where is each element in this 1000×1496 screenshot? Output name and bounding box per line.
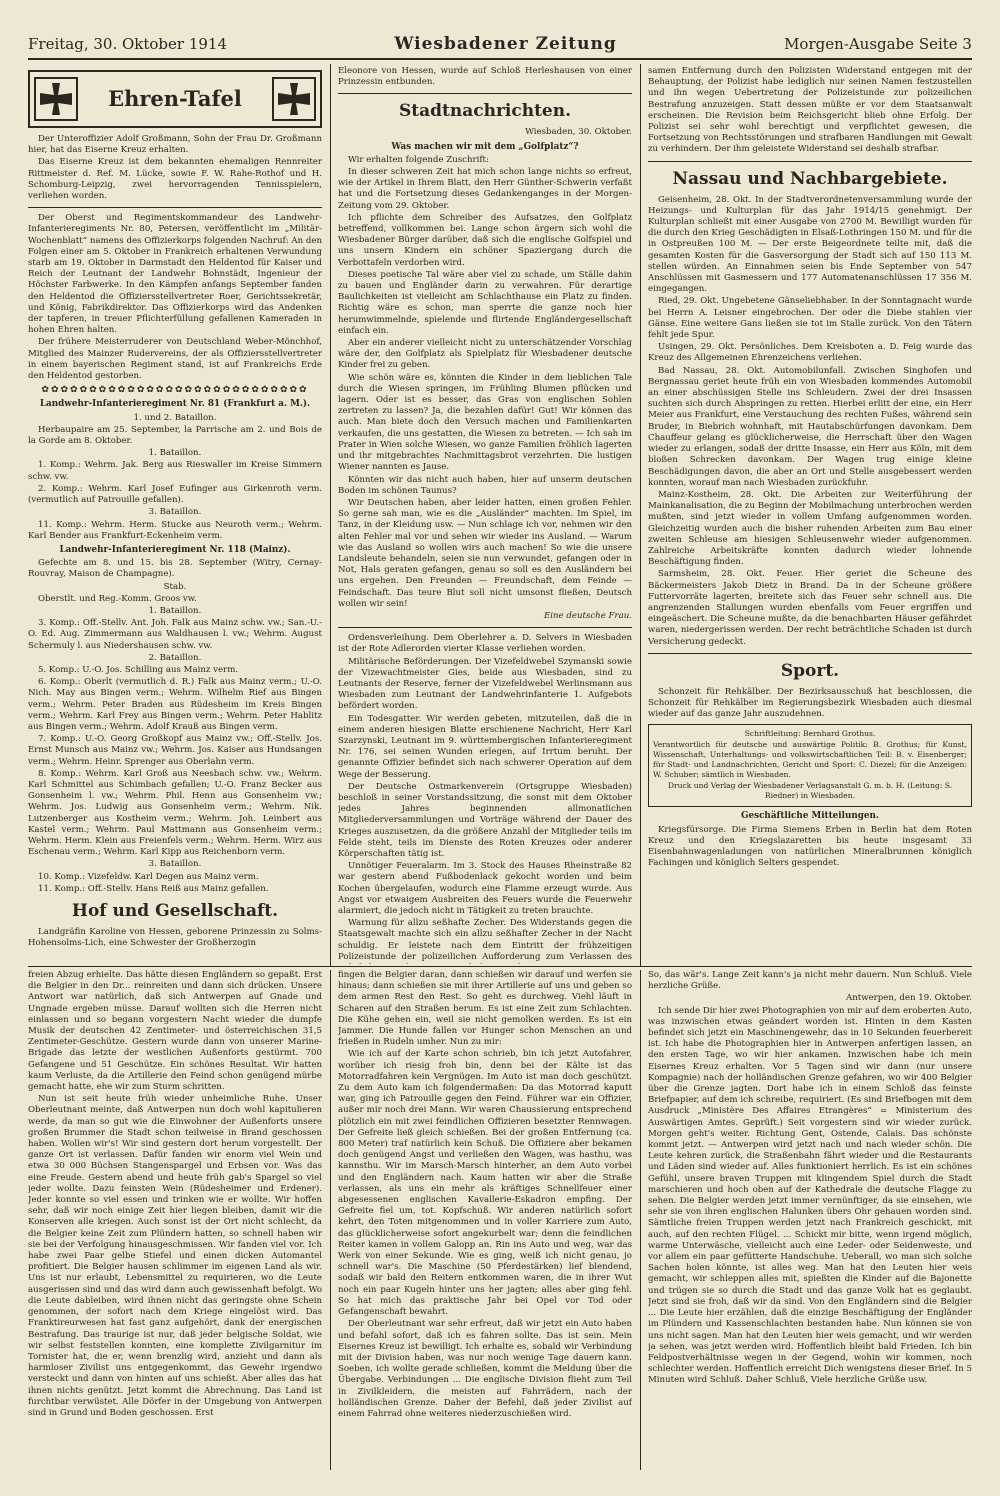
signature: Eine deutsche Frau.: [544, 610, 632, 621]
battalion-heading: 1. und 2. Bataillon.: [133, 412, 217, 423]
battalion-heading: 3. Bataillon.: [148, 859, 202, 870]
news-item: Bad Nassau, 28. Okt. Automobilunfall. Zwischen Singhofen und Bergnassau geriet heute früh ein von Wiesbaden kommendes Automobil an einer abschüssigen Stelle ins Schleudern. Zwei der drei Insassen suchten sich durch Abspringen zu retten. Hierbei erlitt der eine, ein Herr Meier aus Frankfurt, eine Verstauchung des rechten Fußes, während sein Bruder, in Biebrich wohnhaft, mit Hautabschürfungen davonkam. Dem Chauffeur gelang es glücklicherweise, die Herrschaft über den Wagen wieder zu erlangen, sodaß der dritte Insasse, ein Herr aus Köln, mit dem bloßen Schrecken davonkam. Der Wagen trug einige kleine Beschädigungen davon, die aber an Ort und Stelle ausgebessert werden konnten, worauf man nach Wiesbaden zurückfuhr.: [648, 365, 972, 488]
section-heading-mitteilungen: Geschäftliche Mitteilungen.: [741, 811, 879, 822]
ornament-divider: ✿✿✿✿✿✿✿✿✿✿✿✿✿✿✿✿✿✿✿✿✿✿✿✿✿✿✿✿: [41, 385, 309, 396]
rule: [28, 207, 322, 208]
article-paragraph: Landgräfin Karoline von Hessen, geborene Prinzessin zu Solms-Hohensolms-Lich, eine Schwester der Großherzogin: [28, 927, 322, 949]
news-item: Ordensverleihung. Dem Oberlehrer a. D. Selvers in Wiesbaden ist der Rote Adlerorden vierter Klasse verliehen worden.: [338, 633, 632, 655]
masthead-date: Freitag, 30. Oktober 1914: [28, 35, 228, 53]
section-heading-stadtnachrichten: Stadtnachrichten.: [398, 101, 572, 122]
imprint-publisher: Druck und Verlag der Wiesbadener Verlagsanstalt G. m. b. H. (Leitung: S. Riedner) in Wiesbaden.: [667, 781, 953, 801]
news-item: Usingen, 29. Okt. Persönliches. Dem Kreisboten a. D. Feig wurde das Kreuz des Allgemeinen Ehrenzeichens verliehen.: [648, 342, 972, 364]
article-heading: Was machen wir mit dem „Golfplatz“?: [391, 141, 579, 152]
rule: [338, 627, 632, 628]
section-heading-hof: Hof und Gesellschaft.: [71, 901, 279, 921]
masthead: [28, 30, 972, 60]
masthead-paper-name: Wiesbadener Zeitung: [394, 34, 617, 54]
letter-dateline: Antwerpen, den 19. Oktober.: [846, 993, 972, 1004]
letter-paragraph: Nun ist seit heute früh wieder unheimliche Ruhe. Unser Oberleutnant meinte, daß Antwerpen nun doch wohl kapitulieren werde, da man so gut wie die Einwohner der Außenforts unsere großen Brummer die Stadt schon teilweise in Brand geschossen haben. Wollen wir's! Wir sind gestern dort herum vorgestellt. Der ganze Ort ist verlassen. Dafür fanden wir enorm viel Wein und etwa 30 000 Büchsen Stangenspargel und Erbsen vor. Was das eine Freude. Gestern abend und heute früh gab's Spargel so viel jeder wollte. Dazu feinsten Wein (Rüdesheimer und Erdener). Jeder konnte so viel essen und trinken wie er wollte. Wir hoffen sehr, daß wir noch einige Zeit hier liegen bleiben, damit wir die Konserven alle kriegen. Auch sonst ist der Ort nicht schlecht, da die Belgier keine Zeit zum Plündern hatten, so schnell haben wir sie bei der Verfolgung hinausgeschmissen. Wir fanden viel vor. Ich habe zwei Paar gelbe Stiefel und einen dicken Automantel profitiert. Die Belgier hausen schlimmer im eigenen Land als wir. Uns ist nur erlaubt, Lebensmittel zu requirieren, wo die Leute ausgerissen sind und das wird dann auch gewissenhaft befolgt. Wo die Leute dableiben, wird ihnen nicht das geringste ohne Schein genommen, der sofort nach dem Kriege eingelöst wird. Das Franktireurwesen hat fast ganz aufgehört, dank der energischen Bestrafung. Das traurige ist nur, daß jeder belgische Soldat, wie wir selbst feststellen konnten, eine komplette Zivilgarnitur im Tornister hat, die er, wenn brenzlig wird, anzieht und dann als harmloser Zivilist uns entgegenkommt, das Gewehr irgendwo versteckt und dann von hinten auf uns schießt. Aber alles das hat ihnen nichts genützt. Jetzt kommt die Abrechnung. Das Land ist furchtbar verwüstet. Alle Dörfer in der Umgebung von Antwerpen sind in Grund und Boden geschossen. Erst: [28, 1094, 322, 1418]
article-paragraph: Eleonore von Hessen, wurde auf Schloß Herleshausen von einer Prinzessin entbunden.: [338, 66, 632, 88]
letter-paragraph: Der Oberleutnant war sehr erfreut, daß wir jetzt ein Auto haben und befahl sofort, daß ich es fahren sollte. Das ist sein. Mein Eisernes Kreuz ist bewilligt. Ich erhalte es, sobald wir Verbindung mit der Division haben, was nur noch wenige Tage dauern kann. Soeben, ich wollte gerade schließen, kommt die Meldung über die Übergabe. Verbindungen ... Die englische Division flieht zum Teil in Zivilkleidern, die meisten auf Fahrrädern, nach der holländischen Grenze. Daher der Befehl, daß jeder Zivilist auf einem Fahrrad ohne weiteres niederzuschießen wird.: [338, 1319, 632, 1419]
column-divider: [640, 970, 641, 1470]
article-paragraph: Wir Deutschen haben, aber leider hatten, einen großen Fehler. So gerne sah man, wie es die „Ausländer“ machten. Im Spiel, im Tanz, in der Kleidung usw. — Nun schlage ich vor, nehmen wir den alten Fehler mal vor und sehen wir wieder ins Ausland. — Warum wie das Ausland so wollen wirs auch machen! So wie die unsere Landsleute behandeln, seien sie nun verwundet, gefangen oder in Not, Hals geraten gefangen, genau so soll es den Ausländern bei uns ergehen. Den Freunden — Freundschaft, dem Feinde — Feindschaft. Das teure Blut soll nicht umsonst fließen, Deutsch wollen wir sein!: [338, 497, 632, 609]
article-paragraph: Der frühere Meisterruderer von Deutschland Weber-Mönchhof, Mitglied des Mainzer Rudervereins, der als Offiziersstellvertreter in einem bayerischen Regiment stand, ist auf Frankreichs Erde den Heldentod gestorben.: [28, 337, 322, 382]
news-item: Ein Todesgatter. Wir werden gebeten, mitzuteilen, daß die in einem anderen hiesigen Blatte erschienene Nachricht, Herr Karl Szarzynski, Leutnant im 9. württembergischen Infanterieregiment Nr. 176, sei seinen Wunden erlegen, auf Irrtum beruht. Der genannte Offizier befindet sich nach schwerer Operation auf dem Wege der Besserung.: [338, 713, 632, 780]
article-paragraph: Herbaupaire am 25. September, la Parrische am 2. und Bois de la Gorde am 8. Oktober.: [28, 424, 322, 447]
ehren-tafel-box: [28, 70, 322, 128]
rule: [648, 161, 972, 162]
battalion-heading: 1. Bataillon.: [148, 448, 202, 459]
letter-paragraph: So, das wär's. Lange Zeit kann's ja nicht mehr dauern. Nun Schluß. Viele herzliche Grüße.: [648, 970, 972, 992]
article-paragraph: Der Oberst und Regimentskommandeur des Landwehr-Infanterieregiments Nr. 80, Petersen, veröffentlicht im „Militär-Wochenblatt“ namens des Offizierkorps folgenden Nachruf: An den Folgen einer am 5. Oktober in Frankreich erhaltenen Verwundung starb am 19. Oktober in Darmstadt den Heldentod für Kaiser und Reich der Leutnant der Landwehr Bohnstädt, Ingenieur der Höchster Farbwerke. In den Kämpfen anfangs September fanden den Heldentod die Offiziersstellvertreter Roer, Gerichtssekretär, und König, Fabrikdirektor. Das Offizierkorps wird das Andenken der tapferen, in treuer Pflichterfüllung gefallenen Kameraden in hohen Ehren halten.: [28, 213, 322, 336]
letter-paragraph: freien Abzug erhielte. Das hätte diesen Engländern so gepaßt. Erst die Belgier in den Dr... reinreiten und dann sich drücken. Unsere Antwort war natürlich, daß sich Antwerpen auf Gnade und Ungnade ergeben müsse. Darauf wollten sich die Herren nicht einlassen und so begann vorgestern Nacht wieder die dumpfe Musik der deutschen 42 Zentimeter- und österreichischen 31,5 Zentimeter-Geschütze. Gestern wurde dann von unserer Marine-Brigade das letzte der westlichen Außenforts gestürmt. 700 Gefangene und 51 Geschütze. Ein schönes Resultat. Wir hatten kaum Verluste, da die Artillerie den Feind schon genügend mürbe gemacht hatte, ehe wir zum Sturm schritten.: [28, 970, 322, 1093]
casualty-entry: 11. Komp.: Wehrm. Herm. Stucke aus Neuroth verm.; Wehrm. Karl Bender aus Frankfurt-Eckenheim verm.: [28, 519, 322, 541]
column-1: [28, 66, 322, 964]
article-paragraph: Der Unteroffizier Adolf Großmann, Sohn der Frau Dr. Großmann hier, hat das Eiserne Kreuz erhalten.: [28, 134, 322, 156]
column-3: [648, 66, 972, 964]
casualty-entry: 3. Komp.: Off.-Stellv. Ant. Joh. Falk aus Mainz schw. vw.; San.-U.-O. Ed. Aug. Zimmermann aus Waldhausen l. vw.; Wehrm. August Schermuly l. aus Niedershausen schw. vw.: [28, 618, 322, 651]
ehren-tafel-title: Ehren-Tafel: [108, 86, 242, 112]
masthead-edition: Morgen-Ausgabe Seite 3: [784, 35, 972, 53]
bottom-column-3: [648, 970, 972, 1470]
iron-cross-icon: [272, 77, 316, 121]
casualty-entry: 2. Komp.: Wehrm. Karl Josef Eufinger aus Girkenroth verm. (vermutlich auf Patrouille gefallen).: [28, 483, 322, 506]
news-item: Sarmsheim, 28. Okt. Feuer. Hier geriet die Scheune des Bäckermeisters Jakob Dietz in Brand. Da in der Scheune größere Futtervorräte lagerten, breitete sich das Feuer sehr schnell aus. Die angrenzenden Stallungen wurden ebenfalls vom Feuer ergriffen und eingeäschert. Die Scheune mußte, da die benachbarten Häuser gefährdet waren, niedergerissen werden. Der recht beträchtliche Schaden ist durch Versicherung gedeckt.: [648, 569, 972, 647]
news-item: Ried, 29. Okt. Ungebetene Gänseliebhaber. In der Sonntagnacht wurde bei Herrn A. Leisner eingebrochen. Der oder die Diebe stahlen vier Gänse. Eine weitere Gans ließen sie tot im Stalle zurück. Von den Tätern fehlt jede Spur.: [648, 296, 972, 341]
article-paragraph: samen Entfernung durch den Polizisten Widerstand entgegen mit der Behauptung, der Polizist habe lediglich nur seinen Namen festzustellen und ihn wegen Uebertretung der Polizeistunde zur polizeilichen Bestrafung anzuzeigen. Statt dessen müßte er vor dem Staatsanwalt erscheinen. Die Revision beim Reichsgericht blieb ohne Erfolg. Der Polizist sei sehr wohl berechtigt und verpflichtet gewesen, die Fortsetzung von Rechtsstörungen und strafbaren Handlungen mit Gewalt zu verhindern. Der ihm geleistete Widerstand sei deshalb strafbar.: [648, 66, 972, 155]
battalion-heading: Stab.: [163, 581, 187, 592]
news-item: Kriegsfürsorge. Die Firma Siemens Erben in Berlin hat dem Roten Kreuz und den Kriegslazaretten bis heute insgesamt 33 Eisenbahnwagenladungen von natürlichen Mineralbrunnen königlich Fachingen und königlich Selters gespendet.: [648, 824, 972, 869]
dateline: Wiesbaden, 30. Oktober.: [525, 127, 632, 138]
iron-cross-icon: [34, 77, 78, 121]
column-divider: [330, 64, 331, 966]
news-item: Der Deutsche Ostmarkenverein (Ortsgruppe Wiesbaden) beschloß in seiner Vorstandssitzung, die sonst mit dem Oktober jedes Jahres beginnenden allmonatlichen Mitgliederversammlungen und Vorträge während der Dauer des Krieges auszusetzen, da die größere Anzahl der Mitglieder teils im Felde steht, teils im Dienste des Roten Kreuzes oder anderer Körperschaften tätig ist.: [338, 781, 632, 859]
regiment-heading: Landwehr-Infanterieregiment Nr. 118 (Mainz).: [59, 544, 291, 555]
letter-paragraph: fingen die Belgier daran, dann schießen wir darauf und werfen sie hinaus; dann schießen sie mit ihrer Artillerie auf uns und geben so dem armen Rest den Rest. So geht es durchweg. Viehl läuft in Scharen auf den Straßen herum. Es ist eine Zeit zum Schlachten. Die Kühe gehen ein, weil sie nicht gemolken werden. Es ist ein Jammer. Die Hunde fallen vor Hunger schon Menschen an und frießen in Rudeln umher. Nun zu mir:: [338, 970, 632, 1048]
section-heading-sport: Sport.: [780, 660, 840, 681]
casualty-entry: 1. Komp.: Wehrm. Jak. Berg aus Rieswaller im Kreise Simmern schw. vw.: [28, 460, 322, 482]
battalion-heading: 2. Bataillon.: [148, 652, 202, 663]
news-item: Militärische Beförderungen. Der Vizefeldwebel Szymanski sowie der Vizewachtmeister Gies, beide aus Wiesbaden, sind zu Leutnants der Reserve, ferner der Vizefeldwebel Werlinsmann aus Wiesbaden zum Leutnant der Landwehrinfanterie 1. Aufgebots befördert worden.: [338, 656, 632, 712]
article-paragraph: Gefechte am 8. und 15. bis 28. September (Witry, Cernay-Rouvray, Maison de Champagne).: [28, 558, 322, 580]
casualty-entry: 10. Komp.: Vizefeldw. Karl Degen aus Mainz verm.: [38, 871, 259, 882]
article-paragraph: Könnten wir das nicht auch haben, hier auf unserm deutschen Boden im schönen Taunus?: [338, 474, 632, 496]
article-paragraph: Wie schön wäre es, könnten die Kinder in dem lieblichen Tale durch die Wiesen springen, im Frühling Blumen pflücken und lagern. Oder ist es besser, das Gras von englischen Sohlen zertreten zu lassen? Ja, die bezahlen dafür! Gut! Wir können das auch. Man biete doch den Versuch machen und Familienkarten verkaufen, die uns gestatten, die Wiesen zu betreten. — Ich sah im Prater in Wien solche Wiesen, wo ganze Familien fröhlich lagerten und ihr mitgebrachtes Nachmittagsbrot verzehrten. Die lustigen Wiener nannten es Jause.: [338, 372, 632, 473]
casualty-entry: 11. Komp.: Off.-Stellv. Hans Reiß aus Mainz gefallen.: [38, 883, 269, 894]
letter-paragraph: Wie ich auf der Karte schon schrieb, bin ich jetzt Autofahrer, worüber ich riesig froh bin, denn bei der Kälte ist das Motorradfahren kein Vergnügen. Im Auto ist man doch geschützt. Zu dem Auto kam ich folgendermaßen: Da das Motorrad kaputt war, ging ich Patrouille gegen den Feind. Führer war ein Offizier, außer mir noch drei Mann. Wir waren Chaussierung entsprechend plötzlich ein mit zwei feindlichen Offizieren besetzter Rennwagen. Der Gefreite ließ gleich schießen. Bei der großen Entfernung (ca. 800 Meter) traf natürlich kein Schuß. Die Offiziere aber bekamen doch genügend Angst und verließen den Wagen, was hasthu, was kannsthu. Wir im Marsch-Marsch hinterher, an dem Auto vorbei und den Engländern nach. Kaum hatten wir aber die Straße verlassen, als uns ein mehr als kräftiges Schnellfeuer einer abgesessenen englischen Kavallerie-Eskadron empfing. Der Gefreite fiel um, tot. Kopfschuß. Wir anderen natürlich sofort kehrt, den Toten mitgenommen und in voller Karriere zum Auto, das glücklicherweise sofort angekurbelt war; denn die feindlichen Reiter kamen in vollem Galopp an. Rin ins Auto und weg, war das Werk von einer Sekunde. Wie es ging, weiß ich nicht genau, jo schnell war's. Die Maschine (50 Pferdestärken) lief blendend, sodaß wir bald den Reitern entkommen waren, die in ihrer Wut noch ein paar Kugeln hinter uns her jagten; alles aber ging fehl. So hat mich das praktische Jahr bei Opel vor Tod oder Gefangenschaft bewahrt.: [338, 1049, 632, 1318]
column-divider: [330, 970, 331, 1470]
casualty-entry: 7. Komp.: U.-O. Georg Großkopf aus Mainz vw.; Off.-Stellv. Jos. Ernst Munsch aus Mainz vw.; Wehrm. Jos. Kaiser aus Hundsangen verm.; Wehrm. Heinr. Sprenger aus Oberlahn verm.: [28, 734, 322, 767]
casualty-entry: 6. Komp.: Oberlt (vermutlich d. R.) Falk aus Mainz verm.; U.-O. Nich. May aus Bingen verm.; Wehrm. Wilhelm Rief aus Bingen verm.; Wehrm. Peter Braden aus Rüdesheim im Kreis Bingen verm.; Wehrm. Karl Frey aus Bingen verm.; Wehrm. Peter Hablitz aus Bingen verm.; Wehrm. Adolf Krauß aus Bingen verm.: [28, 677, 322, 732]
bottom-column-1: [28, 970, 322, 1470]
news-item: Mainz-Kostheim, 28. Okt. Die Arbeiten zur Weiterführung der Mainkanalisation, die zu Beginn der Mobilmachung unterbrochen werden mußten, sind jetzt wieder in vollem Umfang aufgenommen worden. Gleichzeitig wurden auch die bisher ruhenden Arbeiten zum Bau einer zweiten Schleuse am hiesigen Schleusenwehr wieder aufgenommen. Zahlreiche Arbeitskräfte konnten dadurch wieder lohnende Beschäftigung finden.: [648, 489, 972, 568]
article-paragraph: Dieses poetische Tal wäre aber viel zu schade, um Ställe dahin zu bauen und Engländer darin zu verwahren. Für derartige Baulichkeiten ist vielleicht am Schlachthause ein Platz zu finden. Richtig wäre es schon, man sperrte die ganze noch hier herumwimmelnde, spielende und flirtende Engländergesellschaft einfach ein.: [338, 269, 632, 336]
imprint-box: [648, 724, 972, 807]
article-paragraph: Wir erhalten folgende Zuschrift:: [348, 154, 489, 165]
rule: [338, 93, 632, 94]
news-item: Geisenheim, 28. Okt. In der Stadtverordnetenversammlung wurde der Heizungs- und Kulturplan für das Jahr 1914/15 genehmigt. Der Kulturplan schließt mit einer Ausgabe von 2700 M. Bewilligt wurden für die durch den Krieg Geschädigten in Elsaß-Lothringen 150 M. und für die in Ostpreußen 100 M. — Der erste Beigeordnete teilte mit, daß die gesamten Kosten für die Gasversorgung der Stadt sich auf 150 113 M. stellen würden. An Einnahmen seien bis Ende September von 547 Anschlüssen mit Gasmessern und 177 Automatenanschlüssen 17 356 M. eingegangen.: [648, 194, 972, 295]
rule: [648, 653, 972, 654]
article-paragraph: In dieser schweren Zeit hat mich schon lange nichts so erfreut, wie der Artikel in Ihrem Blatt, den Herr Günther-Schwerin verfaßt hat und die Fortsetzung dieses Gedankenganges in der Morgen-Zeitung vom 29. Oktober.: [338, 167, 632, 211]
column-divider: [640, 64, 641, 966]
regiment-heading: Landwehr-Infanterieregiment Nr. 81 (Frankfurt a. M.).: [39, 399, 311, 410]
imprint-editor: Schriftleitung: Bernhard Grothus.: [744, 729, 876, 739]
article-paragraph: Aber ein anderer vielleicht nicht zu unterschätzender Vorschlag wäre der, den Golfplatz als Spielplatz für Wiesbadener deutsche Kinder frei zu geben.: [338, 338, 632, 371]
news-item: Unnötiger Feueralarm. Im 3. Stock des Hauses Rheinstraße 82 war gestern abend Fußbodenlack gekocht worden und beim Kochen übergelaufen, wodurch eine Flamme erzeugt wurde. Aus Angst vor etwaigem Ausbreiten des Feuers wurde die Feuerwehr alarmiert, die jedoch nicht in Tätigkeit zu treten brauchte.: [338, 861, 632, 917]
article-paragraph: Das Eiserne Kreuz ist dem bekannten ehemaligen Rennreiter Rittmeister d. Ref. M. Lücke, sowie F. W. Rahe-Rothof und H. Schomburg-Leipzig, zwei hervorragenden Tennisspielern, verliehen worden.: [28, 157, 322, 202]
casualty-entry: 8. Komp.: Wehrm. Karl Groß aus Neesbach schw. vw.; Wehrm. Karl Schmittel aus Schimbach gefallen; U.-O. Franz Becker aus Gonsenheim l. vw.; Wehrm. Phil. Henn aus Gonsenheim vw.; Wehrm. Jos. Ludwig aus Gonsenheim verm.; Wehrm. Nik. Lutzenberger aus Kostheim verm.; Wehrm. Joh. Leinbert aus Kastel verm.; Wehrm. Paul Mattmann aus Gonsenheim verm.; Wehrm. Herm. Klein aus Freienfels verm.; Wehrm. Herm. Wirz aus Eschenau verm.; Wehrm. Karl Kipp aus Reichenborn verm.: [28, 768, 322, 858]
letter-paragraph: Ich sende Dir hier zwei Photographien von mir auf dem eroberten Auto, was inzwischen etwas geändert worden ist. Hinten in dem Kasten befindet sich jetzt ein Maschinengewehr, das in 10 Sekunden feuerbereit ist. Ich habe die Photographien hier in Antwerpen anfertigen lassen, an den ersten Tage, wo wir hier ankamen. Inzwischen habe ich mein Eisernes Kreuz erhalten. Vor 5 Tagen sind wir dann (nur unsere Kompagnie) nach der holländischen Grenze gefahren, wo wir 400 Belgier über die Grenze jagten. Dort habe ich in einem Schloß das feinste Briefpapier, auf dem ich schreibe, requiriert. (Es sind Briefbogen mit dem Ausdruck „Ministère Des Affaires Etrangères“ = Ministerium des Auswärtigen Amtes. Geprüft.) Seit vorgestern sind wir wieder zurück. Morgen geht's weiter. Richtung Gent, Ostende, Calais. Das schönste kommt jetzt. — Antwerpen wird jetzt nach und nach wieder schön. Die Leute kehren zurück, die Straßenbahn fährt wieder und die Restaurants und Läden sind wieder auf. Alles funktioniert herrlich. Es ist ein schönes Gefühl, unsere braven Truppen mit klingendem Spiel durch die Stadt marschieren und hoch oben auf der Kathedrale die deutsche Flagge zu sehen. Die Belgier werden jetzt immer vernünftiger, da sie einsehen, wie sehr sie von ihren englischen Halunken übers Ohr gehauen worden sind. Sämtliche freien Truppen werden jetzt nach Frankreich geschickt, mit auch, auf den rechten Flügel. ... Schickt mir bitte, wenn irgend möglich, warme Unterwäsche, vielleicht auch eine Leder- oder Seidenweste, und vor allem ein paar gefütterte Handschuhe. Ueberall, wo man sich solche Sachen holen könnte, ist alles weg. Man hat den Leuten hier weis gemacht, wir schleppen alles mit, spießten die Kinder auf die Bajonette und trügen sie so durch die Stadt und das ganze Volk hat es geglaubt. Jetzt sind sie froh, daß wir da sind. Von den Engländern sind die Belgier ... Die Leute hier erzählen, daß die einzige Beschäftigung der Engländer im Plündern und Kassenschlachten bestanden habe. Nun können sie von uns nicht sagen. Man hat den Leuten hier weis gemacht, und wir werden ja sehen, was jetzt werden wird. Hoffentlich bleibt bald Frieden. Ich bin Feldpostverhältnisse wegen in der Gegend, wohin wir kommen, noch schlechter werden. Hoffentlich erreicht Dich wenigstens dieser Brief. In 5 Minuten wird Schluß. Daher Schluß, Viele herzliche Grüße usw.: [648, 1005, 972, 1386]
bottom-column-2: [338, 970, 632, 1470]
casualty-entry: 5. Komp.: U.-O. Jos. Schilling aus Mainz verm.: [38, 664, 239, 675]
casualty-entry: Oberstlt. und Reg.-Komm. Groos vw.: [38, 593, 197, 604]
section-heading-nassau: Nassau und Nachbargebiete.: [672, 168, 948, 189]
battalion-heading: 3. Bataillon.: [148, 507, 202, 518]
column-2: [338, 66, 632, 964]
article-paragraph: Ich pflichte dem Schreiber des Aufsatzes, den Golfplatz betreffend, vollkommen bei. Lange schon ärgern sich wohl die Wiesbadener Bürger darüber, daß sich die englische Golfspiel und uns unsern Kindern ein schöner Spaziergang durch die Verbottafeln verdorben wird.: [338, 212, 632, 268]
news-item: Warnung für allzu seßhafte Zecher. Des Widerstands gegen die Staatsgewalt machte sich ein allzu seßhafter Zecher in der Nacht schuldig. Er leistete nach dem Eintritt der frühzeitigen Polizeistunde der polizeilichen Aufforderung zum Verlassen des: [338, 918, 632, 962]
battalion-heading: 1. Bataillon.: [148, 605, 202, 616]
news-item: Schonzeit für Rehkälber. Der Bezirksausschuß hat beschlossen, die Schonzeit für Rehkälber im Regierungsbezirk Wiesbaden auch diesmal wieder auf das ganze Jahr auszudehnen.: [648, 686, 972, 720]
imprint-responsibility: Verantwortlich für deutsche und auswärtige Politik: B. Grothus; für Kunst, Wissenschaft, Unterhaltungs- und volkswirtschaftlichen Teil: B. v. Eisenberger; für Stadt- und Landnachrichten, Gericht und Sport: C. Diezel; für die Anzeigen: W. Schuber; sämtlich in Wiesbaden.: [653, 740, 967, 780]
section-divider: [28, 966, 972, 967]
